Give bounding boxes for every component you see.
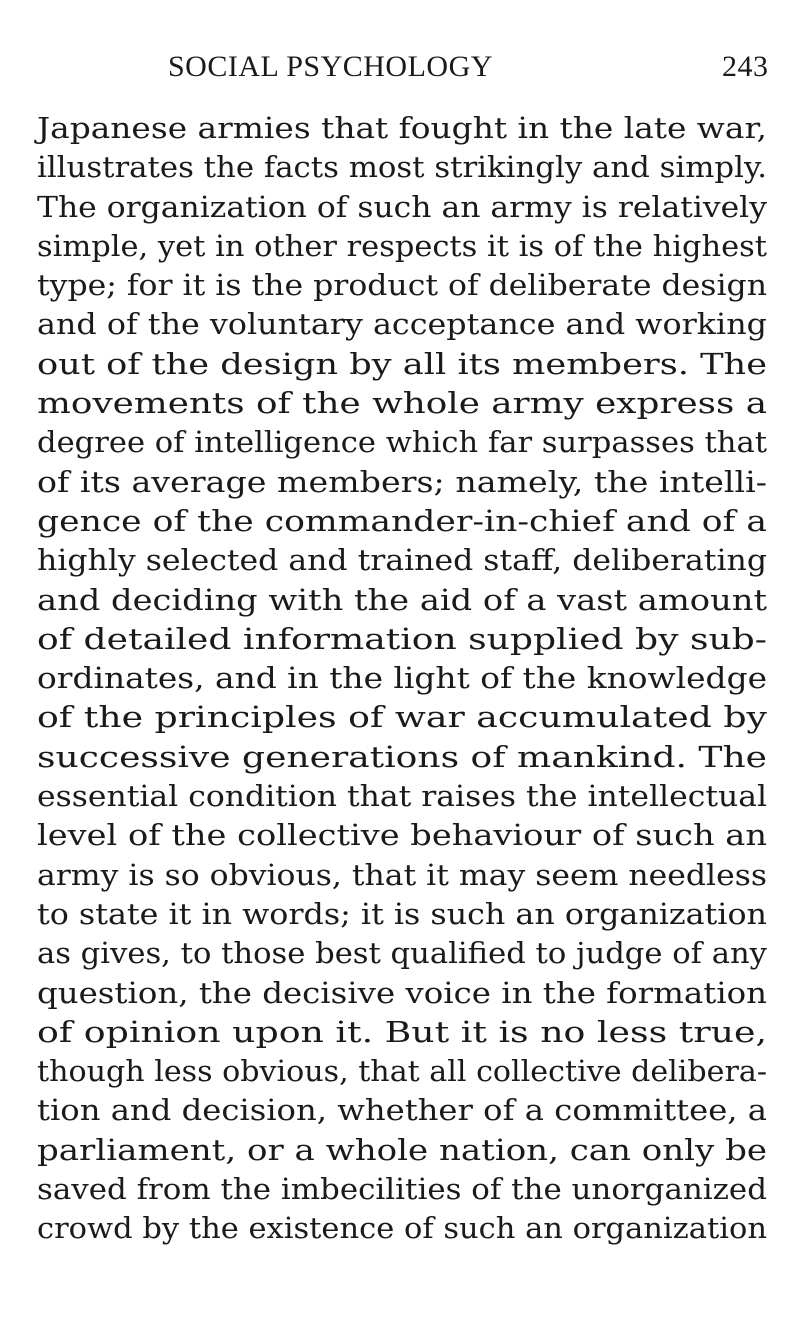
text-line: question, the decisive voice in the formation <box>37 975 768 1010</box>
text-line: army is so obvious, that it may seem needless <box>37 857 767 892</box>
text-line: highly selected and trained staff, deliberating <box>37 543 767 578</box>
text-line: essential condition that raises the intellectual <box>37 779 768 814</box>
text-line: parliament, or a whole nation, can only be <box>37 1132 768 1167</box>
text-line: tion and decision, whether of a committee, a <box>37 1093 768 1128</box>
running-title: SOCIAL PSYCHOLOGY <box>168 50 493 83</box>
text-line: successive generations of mankind. The <box>37 739 768 774</box>
body-text <box>37 109 800 1249</box>
text-line: degree of intelligence which far surpasses that <box>37 425 767 460</box>
text-line: as gives, to those best qualified to judge of any <box>37 936 767 971</box>
text-line: though less obvious, that all collective delibera- <box>37 1054 768 1089</box>
text-line: out of the design by all its members. The <box>37 346 768 381</box>
running-head <box>0 50 800 90</box>
text-line: of its average members; namely, the intelli- <box>37 464 768 499</box>
text-line: gence of the commander-in-chief and of a <box>37 503 767 538</box>
text-line: ordinates, and in the light of the knowledge <box>37 661 768 696</box>
text-line: and deciding with the aid of a vast amount <box>37 582 768 617</box>
text-line: and of the voluntary acceptance and working <box>37 307 768 342</box>
text-line: crowd by the existence of such an organization <box>37 1211 767 1246</box>
text-line: Japanese armies that fought in the late war, <box>37 111 767 145</box>
text-line: of detailed information supplied by sub- <box>37 621 767 656</box>
text-line: of opinion upon it. But it is no less true, <box>37 1014 767 1049</box>
page-number: 243 <box>722 50 769 83</box>
text-line: simple, yet in other respects it is of the highest <box>37 228 767 263</box>
text-line: illustrates the facts most strikingly and simply. <box>37 150 768 185</box>
text-line: type; for it is the product of deliberate design <box>37 268 767 303</box>
text-line: saved from the imbecilities of the unorganized <box>37 1172 767 1207</box>
text-line: The organization of such an army is relatively <box>37 189 767 224</box>
text-line: to state it in words; it is such an organization <box>37 896 767 931</box>
text-line: of the principles of war accumulated by <box>37 700 768 735</box>
text-line: level of the collective behaviour of such an <box>37 818 768 853</box>
text-line: movements of the whole army express a <box>37 386 768 421</box>
